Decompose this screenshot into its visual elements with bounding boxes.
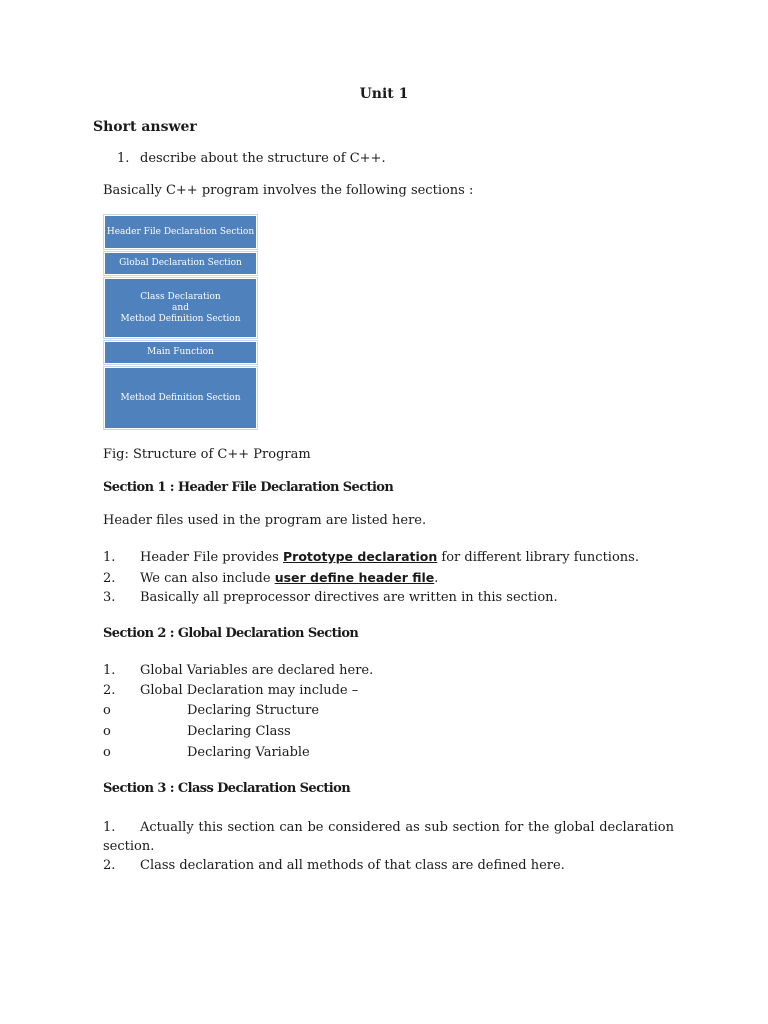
section-2-item-2 — [103, 682, 358, 700]
section-1-item-2 — [103, 569, 438, 588]
list-text: We can also include — [140, 571, 275, 586]
list-number: 2. — [103, 683, 116, 698]
diagram-box-line: Main Function — [147, 347, 214, 357]
list-text: . — [434, 571, 439, 586]
list-number: 3. — [103, 590, 116, 605]
list-text: Global Declaration may include – — [140, 683, 359, 698]
diagram-box-class-declaration — [104, 278, 257, 338]
section-2-heading: Section 2 : Global Declaration Section — [103, 626, 359, 641]
intro-paragraph: Basically C++ program involves the following sections : — [103, 183, 474, 198]
list-number: 1. — [103, 663, 116, 678]
diagram-box-line: Global Declaration Section — [119, 258, 242, 268]
list-number: 1. — [103, 550, 116, 565]
section-heading-short-answer: Short answer — [93, 119, 197, 135]
list-bullet: o — [103, 724, 111, 739]
section-2-subitem-1 — [103, 702, 319, 720]
diagram-box-main-function — [104, 341, 257, 364]
emphasis-text: Prototype declaration — [283, 549, 438, 564]
list-text: Declaring Structure — [187, 703, 320, 718]
section-3-item-1 — [103, 818, 674, 856]
list-bullet: o — [103, 703, 111, 718]
diagram-box-header-file — [104, 215, 257, 249]
list-number: 1. — [103, 820, 116, 835]
list-text: Declaring Class — [187, 724, 291, 739]
list-text: Class declaration and all methods of that class are defined here. — [140, 858, 565, 873]
question-number: 1. — [117, 151, 130, 166]
list-number: 2. — [103, 571, 116, 586]
cpp-structure-diagram — [101, 212, 260, 430]
diagram-box-line: Header File Declaration Section — [106, 226, 255, 237]
section-1-heading: Section 1 : Header File Declaration Section — [103, 480, 394, 495]
section-3-item-2 — [103, 857, 565, 875]
list-text: Actually this section can be considered as sub section for the global declaration section. — [103, 820, 674, 854]
diagram-box-line: and — [172, 302, 189, 313]
list-text: Declaring Variable — [187, 745, 310, 760]
list-text: for different library functions. — [437, 550, 639, 565]
section-2-subitem-2 — [103, 723, 291, 741]
page-title: Unit 1 — [359, 86, 409, 102]
diagram-box-line: Method Definition Section — [120, 392, 241, 403]
section-1-item-1 — [103, 548, 639, 567]
list-text: Global Variables are declared here. — [140, 663, 374, 678]
section-2-item-1 — [103, 662, 373, 680]
list-number: 2. — [103, 858, 116, 873]
diagram-box-method-definition — [104, 367, 257, 429]
section-2-subitem-3 — [103, 744, 310, 762]
list-bullet: o — [103, 745, 111, 760]
diagram-box-line: Method Definition Section — [120, 313, 241, 324]
diagram-box-line: Class Declaration — [140, 291, 221, 302]
list-text: Header File provides — [140, 550, 283, 565]
figure-caption: Fig: Structure of C++ Program — [103, 447, 311, 462]
list-text: Basically all preprocessor directives are written in this section. — [140, 590, 558, 605]
question-1 — [117, 150, 386, 168]
section-1-item-3 — [103, 589, 558, 607]
question-text: describe about the structure of C++. — [140, 151, 386, 166]
section-1-intro: Header files used in the program are listed here. — [103, 513, 427, 528]
section-3-heading: Section 3 : Class Declaration Section — [103, 781, 351, 796]
diagram-box-global-declaration — [104, 252, 257, 275]
emphasis-text: user define header file — [274, 570, 435, 585]
